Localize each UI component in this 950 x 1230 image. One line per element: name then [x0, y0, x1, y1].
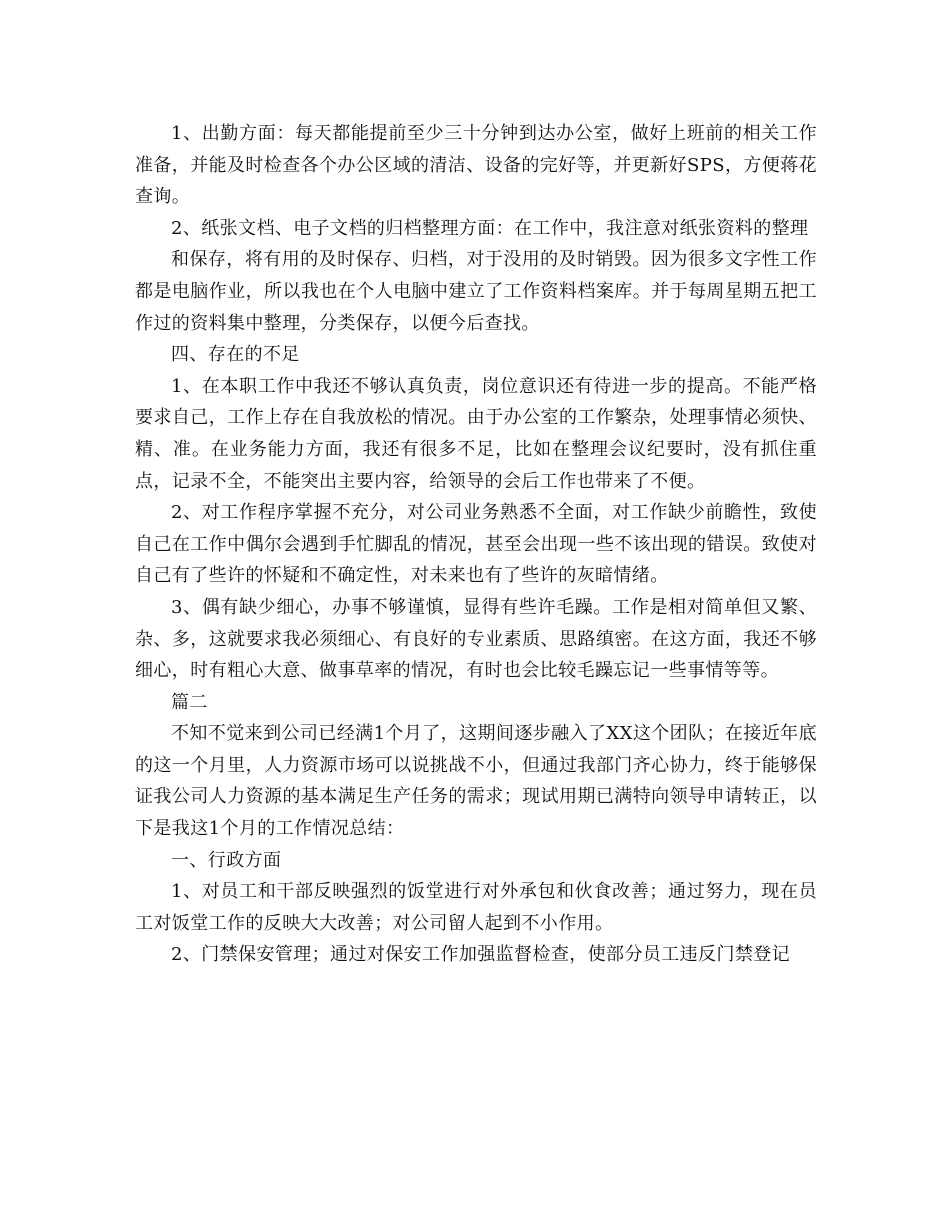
section-heading-administration: 一、行政方面: [171, 849, 282, 871]
paragraph-filing-continued: 和保存，将有用的及时保存、归档，对于没用的及时销毁。因为很多文字性工作都是电脑作业，所以我也在个人电脑中建立了工作资料档案库。并于每周星期五把工作过的资料集中整理，分类保存，以便今后查找。: [135, 249, 817, 334]
paragraph-shortcoming-3: 3、偶有缺少细心，办事不够谨慎，显得有些许毛躁。工作是相对简单但又繁、杂、多，这就要求我必须细心、有良好的专业素质、思路缜密。在这方面，我还不够细心，时有粗心大意、做事草率的情况，有时也会比较毛躁忘记一些事情等等。: [135, 596, 817, 682]
paragraph-filing: 2、纸张文档、电子文档的归档整理方面：在工作中，我注意对纸张资料的整理: [171, 217, 809, 239]
document-body: [135, 118, 817, 971]
paragraph-shortcoming-2: 2、对工作程序掌握不充分，对公司业务熟悉不全面，对工作缺少前瞻性，致使自己在工作中偶尔会遇到手忙脚乱的情况，甚至会出现一些不该出现的错误。致使对自己有了些许的怀疑和不确定性，对未来也有了些许的灰暗情绪。: [135, 502, 817, 587]
paragraph-intro-part-two: 不知不觉来到公司已经满1个月了，这期间逐步融入了XX这个团队；在接近年底的这一个月里，人力资源市场可以说挑战不小，但通过我部门齐心协力，终于能够保证我公司人力资源的基本满足生产任务的需求；现试用期已满特向领导申请转正，以下是我这1个月的工作情况总结：: [135, 723, 817, 840]
paragraph-access-control: 2、门禁保安管理；通过对保安工作加强监督检查，使部分员工违反门禁登记: [171, 944, 791, 966]
paragraph-shortcoming-1: 1、在本职工作中我还不够认真负责，岗位意识还有待进一步的提高。不能严格要求自己，工作上存在自我放松的情况。由于办公室的工作繁杂，处理事情必须快、精、准。在业务能力方面，我还有很多不足，比如在整理会议纪要时，没有抓住重点，记录不全，不能突出主要内容，给领导的会后工作也带来了不便。: [135, 375, 817, 492]
section-heading-shortcomings: 四、存在的不足: [171, 344, 300, 366]
paragraph-canteen: 1、对员工和干部反映强烈的饭堂进行对外承包和伙食改善；通过努力，现在员工对饭堂工作的反映大大改善；对公司留人起到不小作用。: [135, 881, 817, 934]
section-heading-part-two: 篇二: [171, 691, 208, 713]
paragraph-attendance: 1、出勤方面：每天都能提前至少三十分钟到达办公室，做好上班前的相关工作准备，并能及时检查各个办公区域的清洁、设备的完好等，并更新好SPS，方便蒋花查询。: [135, 123, 817, 208]
